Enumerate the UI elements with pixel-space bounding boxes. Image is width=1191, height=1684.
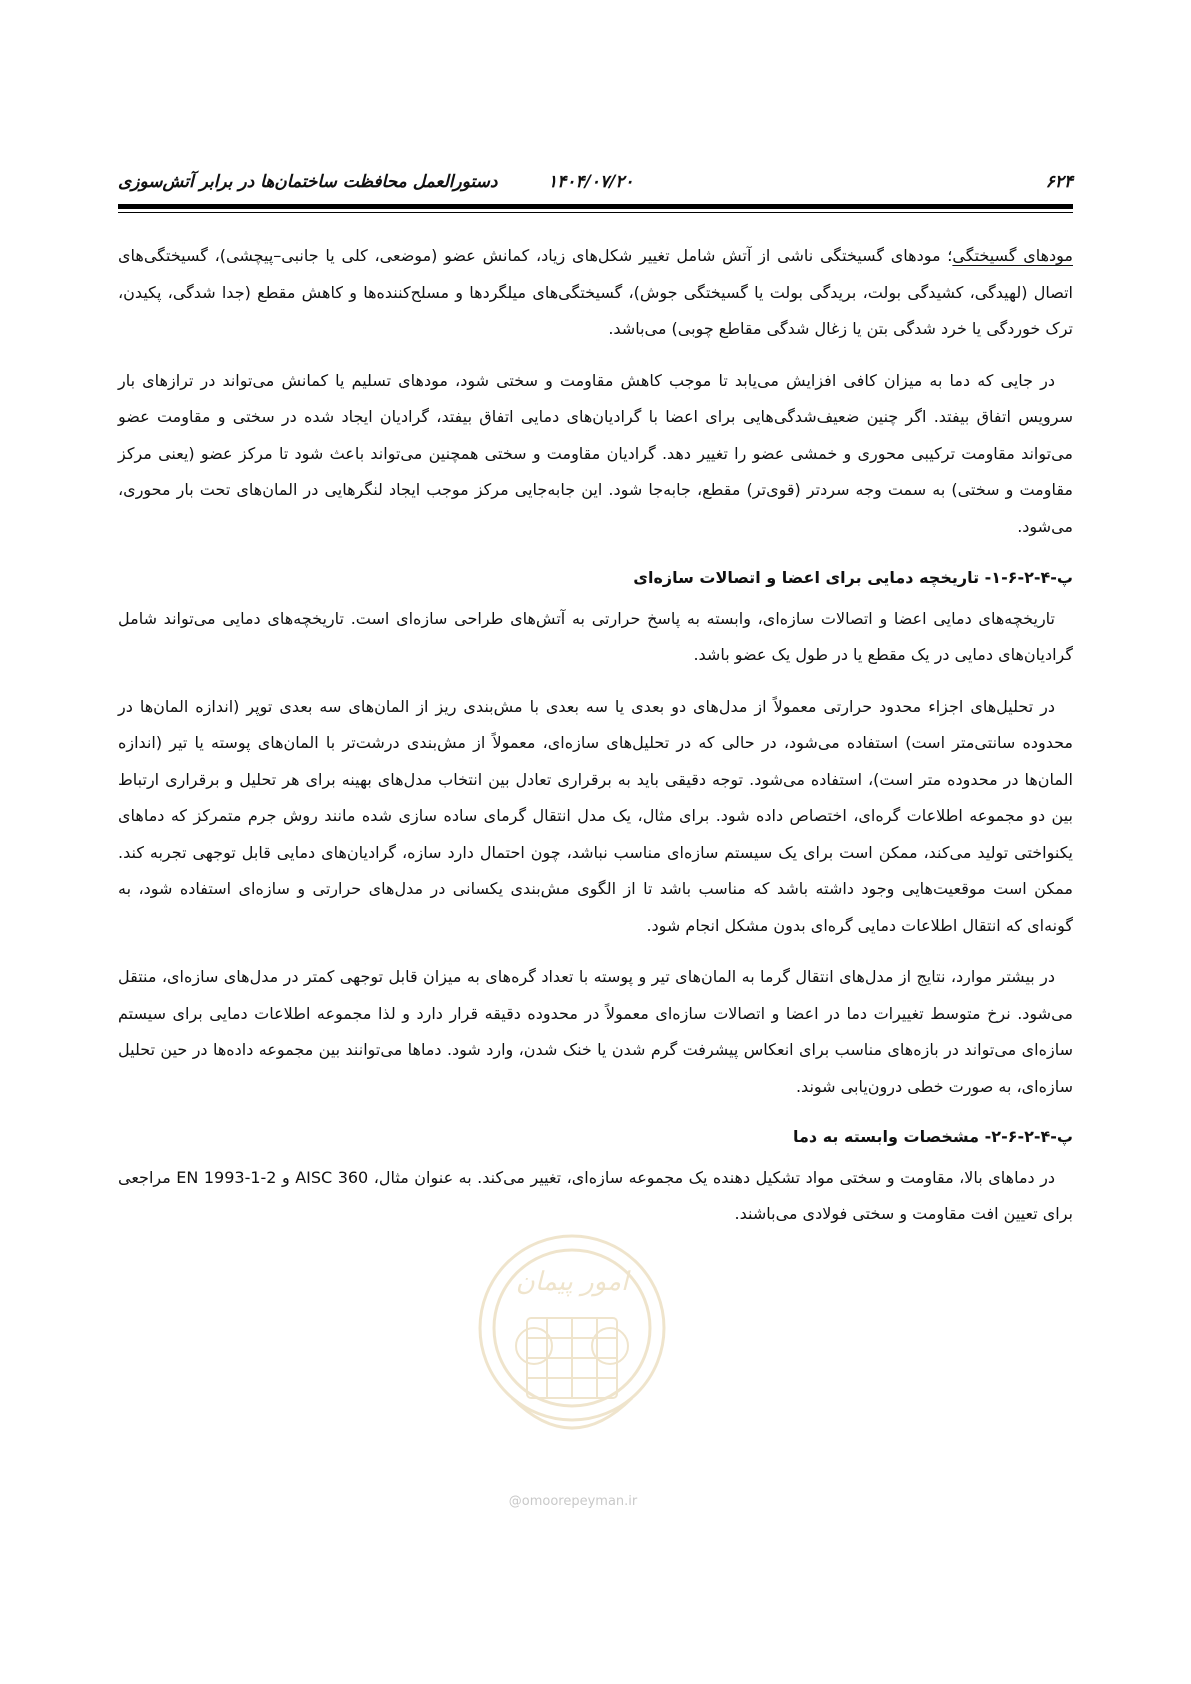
header-date: ۱۴۰۴/۰۷/۲۰ (548, 172, 634, 192)
paragraph-high-temperature: در دماهای بالا، مقاومت و سختی مواد تشکیل دهنده یک مجموعه سازه‌ای، تغییر می‌کند. به عنوان مثال، AISC 360 و EN 1993-1-2 مراجعی برای تعیین افت مقاومت و سختی فولادی می‌باشند. (118, 1167, 1073, 1223)
paragraph-temperature-history: تاریخچه‌های دمایی اعضا و اتصالات سازه‌ای، وابسته به پاسخ حرارتی به آتش‌های طراحی سازه‌ای است. تاریخچه‌های دمایی می‌تواند شامل گرادیان‌های دمایی در یک مقطع یا در طول یک عضو باشد. (118, 608, 1073, 664)
header-rule-thin (118, 212, 1073, 213)
header-rule-thick (118, 204, 1073, 209)
watermark-logo (472, 1228, 672, 1468)
paragraph-finite-element: در تحلیل‌های اجزاء محدود حرارتی معمولاً از مدل‌های دو بعدی یا سه بعدی با مش‌بندی ریز از المان‌های سه بعدی توپر (اندازه المان‌ها در محدوده سانتی‌متر است) استفاده می‌شود، در حالی که در تحلیل‌های سازه‌ای، معمولاً از مش‌بندی درشت‌تر با المان‌های پوسته یا تیر (اندازه المان‌ها در محدوده متر است)، استفاده می‌شود. توجه دقیقی باید به برقراری تعادل بین انتخاب مدل‌های بهینه برای هر تحلیل و برقراری ارتباط بین دو مجموعه اطلاعات گره‌ای، اختصاص داده شود. برای مثال، یک مدل انتقال گرمای ساده سازی شده مانند روش جرم متمرکز که دماهای یکنواختی تولید می‌کند، ممکن است برای یک سیستم سازه‌ای مناسب نباشد، چون احتمال دارد سازه، گرادیان‌های دمایی قابل توجهی تجربه کند. ممکن است موقعیت‌هایی وجود داشته باشد که مناسب باشد تا از الگوی مش‌بندی یکسانی در مدل‌های حرارتی و سازه‌ای استفاده شود، به گونه‌ای که انتقال اطلاعات دمایی گره‌ای بدون مشکل انجام شود. (118, 696, 1073, 935)
paragraph-temperature-gradient: در جایی که دما به میزان کافی افزایش می‌یابد تا موجب کاهش مقاومت و سختی شود، مودهای تسلیم یا کمانش می‌تواند در ترازهای بار سرویس اتفاق بیفتد. اگر چنین ضعیف‌شدگی‌هایی برای اعضا با گرادیان‌های دمایی اتفاق بیفتد، گرادیان ایجاد شده در سختی و مقاومت عضو می‌تواند مقاومت ترکیبی محوری و خمشی عضو را تغییر دهد. گرادیان مقاومت و سختی همچنین می‌تواند باعث شود تا مرکز عضو (یعنی مرکز مقاومت و سختی) به سمت وجه سردتر (قوی‌تر) مقطع، جابه‌جا شود. این جابه‌جایی مرکز موجب ایجاد لنگرهایی در المان‌های تحت بار محوری، می‌شود. (118, 370, 1073, 536)
page-number: ۶۲۴ (1045, 172, 1073, 192)
section-heading-temperature-history: پ-۴-۲-۶-۱- تاریخچه دمایی برای اعضا و اتصالات سازه‌ای (633, 568, 1073, 587)
paragraph-text: ؛ مودهای گسیختگی ناشی از آتش شامل تغییر شکل‌های زیاد، کمانش عضو (موضعی، کلی یا جانبی–پیچشی)، گسیختگی‌های اتصال (لهیدگی، کشیدگی بولت، بریدگی بولت یا گسیختگی جوش)، گسیختگی‌های میلگردها و مسلح‌کننده‌ها و کاهش مقطع (جدا شدگی، پکیدن، ترک خوردگی یا خرد شدگی بتن یا زغال شدگی مقاطع چوبی) می‌باشد. (118, 246, 1073, 338)
section-heading-temperature-properties: پ-۴-۲-۶-۲- مشخصات وابسته به دما (793, 1127, 1073, 1146)
header-title: دستورالعمل محافظت ساختمان‌ها در برابر آتش‌سوزی (118, 172, 498, 192)
term-failure-modes: مودهای گسیختگی (952, 246, 1073, 265)
paragraph-heat-transfer-results: در بیشتر موارد، نتایج از مدل‌های انتقال گرما به المان‌های تیر و پوسته با تعداد گره‌های به میزان قابل توجهی کمتر در مدل‌های سازه‌ای، منتقل می‌شود. نرخ متوسط تغییرات دما در اعضا و اتصالات سازه‌ای معمولاً در محدوده دقیقه قرار دارد و لذا مجموعه اطلاعات دمایی برای سیستم سازه‌ای می‌تواند در بازه‌های مناسب برای انعکاس پیشرفت گرم شدن یا خنک شدن، وارد شود. دماها می‌توانند بین مجموعه داده‌ها در حین تحلیل سازه‌ای، به صورت خطی درون‌یابی شوند. (118, 967, 1073, 1096)
watermark-url: @omoorepeyman.ir (508, 1494, 638, 1509)
watermark-logo-text: امور پیمان (515, 1267, 629, 1297)
page-header (118, 168, 1073, 198)
paragraph-failure-modes (118, 238, 1073, 348)
document-body (118, 238, 1073, 1248)
